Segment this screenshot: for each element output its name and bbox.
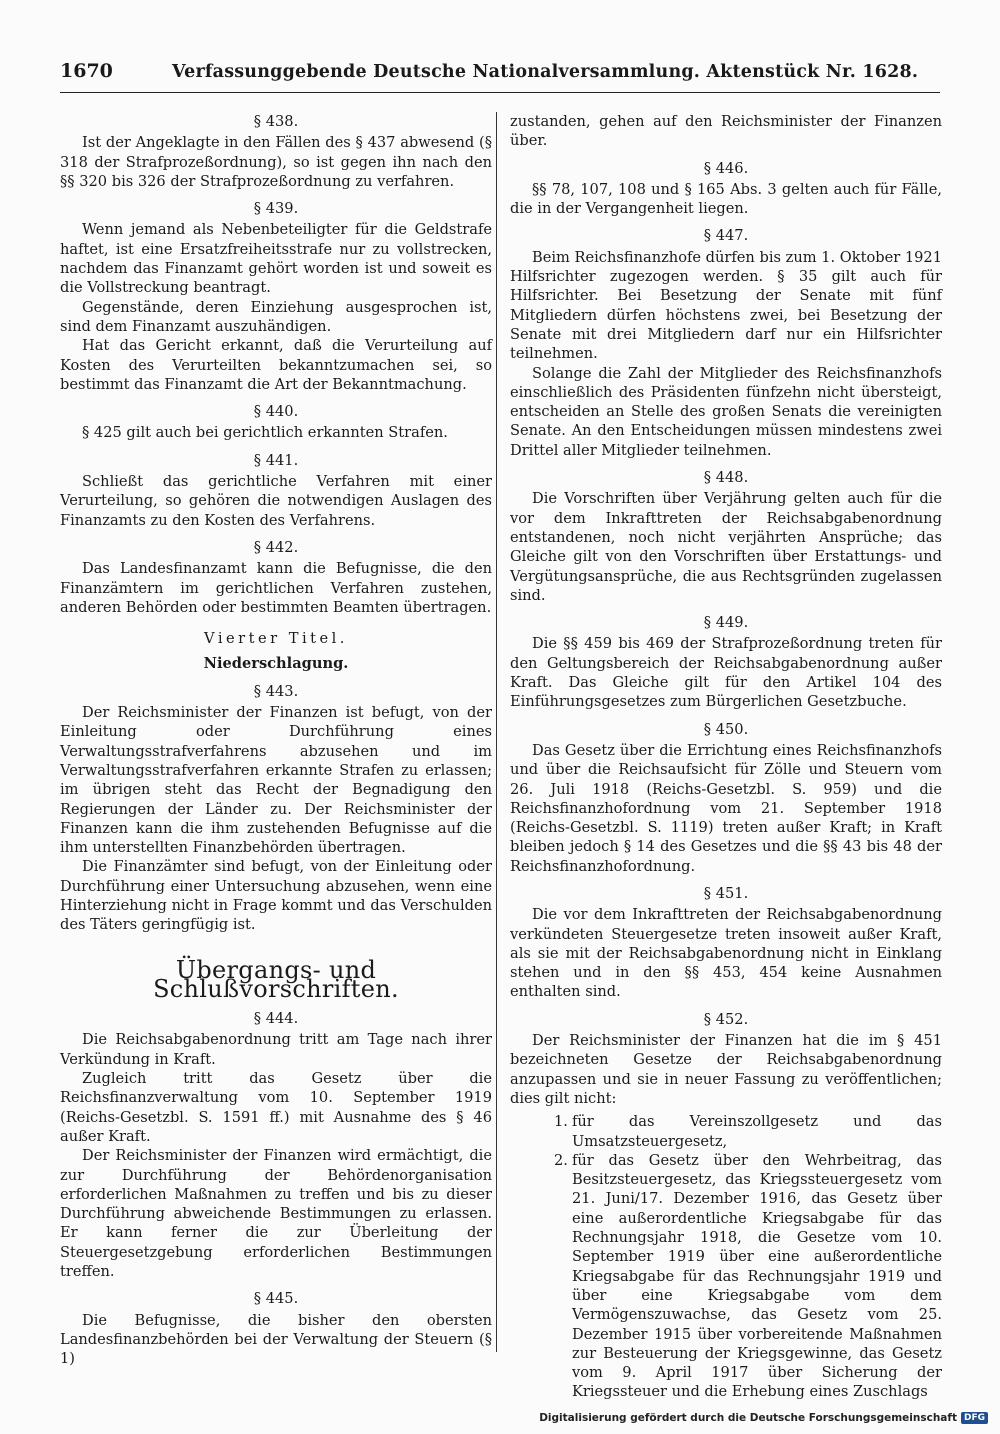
paragraph: Die Vorschriften über Verjährung gelten auch für die vor dem Inkrafttreten der Reichsabgabenordnung entstandenen, noch nicht verjährten Ansprüche; das Gleiche gilt von den Vorschriften über Erstattungs- und Vergütungsansprüche, die aus Rechtsgründen zugelassen sind.: [510, 490, 942, 604]
paragraph: Gegenstände, deren Einziehung ausgesprochen ist, sind dem Finanzamt auszuhändigen.: [60, 298, 492, 335]
paragraph: Der Reichsminister der Finanzen hat die im § 451 bezeichneten Gesetze der Reichsabgabenordnung anzupassen und sie in neuer Fassung zu veröffentlichen; dies gilt nicht:: [510, 1032, 942, 1107]
paragraph: Hat das Gericht erkannt, daß die Verurteilung auf Kosten des Verurteilten bekanntzumachen sei, so bestimmt das Finanzamt die Art der Bekanntmachung.: [60, 337, 492, 393]
paragraph: Der Reichsminister der Finanzen wird ermächtigt, die zur Durchführung der Behördenorganisation erforderlichen Maßnahmen zu treffen und bis zu dieser Durchführung abweichende Bestimmungen zu erlassen. Er kann ferner die zur Überleitung der Steuergesetzgebung erforderlichen Bestimmungen treffen.: [60, 1147, 492, 1281]
paragraph: Die Finanzämter sind befugt, von der Einleitung oder Durchführung einer Untersuchung abzusehen, wenn eine Hinterziehung nicht in Frage kommt und das Verschulden des Täters geringfügig ist.: [60, 858, 492, 934]
dfg-logo: DFG: [961, 1412, 988, 1424]
list-item-number: 2.: [554, 1151, 568, 1169]
paragraph: Die §§ 459 bis 469 der Strafprozeßordnung treten für den Geltungsbereich der Reichsabgabenordnung außer Kraft. Das Gleiche gilt für den Artikel 104 des Einführungsgesetzes zum Bürgerlichen Gesetzbuche.: [510, 635, 942, 711]
paragraph: Wenn jemand als Nebenbeteiligter für die Geldstrafe haftet, ist eine Ersatzfreiheitsstrafe nur zu vollstrecken, nachdem das Finanzamt gehört worden ist und soweit es die Vollstreckung beantragt.: [60, 221, 492, 297]
section-heading-438: § 438.: [253, 113, 299, 130]
exception-list: [510, 1112, 942, 1401]
paragraph: Das Gesetz über die Errichtung eines Reichsfinanzhofs und über die Reichsaufsicht für Zölle und Steuern vom 26. Juli 1918 (Reichs-Gesetzbl. S. 959) und die Reichsfinanzhofordnung vom 21. September 1918 (Reichs-Gesetzbl. S. 1119) treten außer Kraft; in Kraft bleiben jedoch § 14 des Gesetzes und die §§ 43 bis 48 der Reichsfinanzhofordnung.: [510, 741, 942, 875]
running-title: Verfassunggebende Deutsche Nationalversammlung. Aktenstück Nr. 1628.: [172, 62, 919, 82]
digitization-credit: [539, 1412, 988, 1424]
paragraph: Schließt das gerichtliche Verfahren mit einer Verurteilung, so gehören die notwendigen Auslagen des Finanzamts zu den Kosten des Verfahrens.: [60, 473, 492, 529]
section-heading-442: § 442.: [253, 538, 299, 556]
column-rule: [496, 112, 497, 1352]
list-item-text: für das Vereinszollgesetz und das Umsatzsteuergesetz,: [572, 1113, 942, 1150]
paragraph-continued: zustanden, gehen auf den Reichsminister der Finanzen über.: [510, 113, 942, 150]
page-number: 1670: [60, 60, 113, 82]
paragraph: Ist der Angeklagte in den Fällen des § 437 abwesend (§ 318 der Strafprozeßordnung), so ist gegen ihn nach den §§ 320 bis 326 der Strafprozeßordnung zu verfahren.: [60, 134, 492, 190]
section-heading-443: § 443.: [253, 682, 299, 700]
section-heading-452: § 452.: [703, 1010, 749, 1028]
left-column: [60, 112, 492, 1369]
title-subheading: Niederschlagung.: [203, 655, 349, 673]
paragraph: Die Reichsabgabenordnung tritt am Tage nach ihrer Verkündung in Kraft.: [60, 1031, 492, 1068]
section-heading-450: § 450.: [703, 720, 749, 738]
section-heading-451: § 451.: [703, 884, 749, 902]
section-heading-445: § 445.: [253, 1290, 299, 1308]
paragraph: Die vor dem Inkrafttreten der Reichsabgabenordnung verkündeten Steuergesetze treten insoweit außer Kraft, als sie mit der Reichsabgabenordnung nicht in Einklang stehen und in den §§ 453, 454 keine Ausnahmen enthalten sind.: [510, 906, 942, 1001]
list-item: [510, 1112, 942, 1151]
paragraph: Solange die Zahl der Mitglieder des Reichsfinanzhofs einschließlich des Präsidenten fünfzehn nicht übersteigt, entscheiden an Stelle des großen Senats die vereinigten Senate. An den Entscheidungen müssen mindestens zwei Drittel aller Mitglieder teilnehmen.: [510, 364, 942, 459]
credit-text: Digitalisierung gefördert durch die Deutsche Forschungsgemeinschaft: [539, 1412, 957, 1424]
paragraph: Zugleich tritt das Gesetz über die Reichsfinanzverwaltung vom 10. September 1919 (Reichs-Gesetzbl. S. 1591 ff.) mit Ausnahme des § 46 außer Kraft.: [60, 1070, 492, 1145]
section-heading-439: § 439.: [253, 200, 299, 218]
section-heading-441: § 441.: [253, 451, 299, 469]
section-heading-448: § 448.: [703, 469, 749, 487]
paragraph: Beim Reichsfinanzhofe dürfen bis zum 1. Oktober 1921 Hilfsrichter zugezogen werden. § 35 gilt auch für Hilfsrichter. Bei Besetzung der Senate mit fünf Mitgliedern dürfen höchstens zwei, bei Besetzung der Senate mit drei Mitgliedern darf nur ein Hilfsrichter teilnehmen.: [510, 248, 942, 363]
paragraph: Das Landesfinanzamt kann die Befugnisse, die den Finanzämtern im gerichtlichen Verfahren zustehen, anderen Behörden oder bestimmten Beamten übertragen.: [60, 560, 492, 616]
list-item-text: für das Gesetz über den Wehrbeitrag, das Besitzsteuergesetz, das Kriegssteuergesetz vom 21. Juni/17. Dezember 1916, das Gesetz über eine außerordentliche Kriegsabgabe für das Rechnungsjahr 1918, die Gesetze vom 10. September 1919 über eine außerordentliche Kriegsabgabe für das Rechnungsjahr 1919 und über eine Kriegsabgabe vom dem Vermögenszuwachse, das Gesetz vom 25. Dezember 1915 über vorbereitende Maßnahmen zur Besteuerung der Kriegsgewinne, das Gesetz vom 9. April 1917 über Sicherung der Kriegssteuer und die Erhebung eines Zuschlags: [572, 1151, 942, 1401]
paragraph: §§ 78, 107, 108 und § 165 Abs. 3 gelten auch für Fälle, die in der Vergangenheit liegen.: [510, 180, 942, 218]
paragraph: Die Befugnisse, die bisher den obersten Landesfinanzbehörden bei der Verwaltung der Steuern (§ 1): [60, 1311, 492, 1368]
title-heading: Vierter Titel.: [204, 630, 348, 648]
list-item-number: 1.: [554, 1113, 568, 1131]
section-heading-444: § 444.: [253, 1010, 299, 1028]
right-column: [510, 112, 942, 1402]
paragraph: § 425 gilt auch bei gerichtlich erkannten Strafen.: [82, 424, 448, 442]
paragraph: Der Reichsminister der Finanzen ist befugt, von der Einleitung oder Durchführung eines Verwaltungsstrafverfahrens abzusehen und im Verwaltungsstrafverfahren erkannte Strafen zu erlassen; im übrigen steht das Recht der Begnadigung den Regierungen der Länder zu. Der Reichsminister der Finanzen kann die ihm zustehenden Befugnisse auf die ihm unterstellten Finanzbehörden übertragen.: [60, 704, 492, 857]
part-heading: Übergangs- und Schlußvorschriften.: [153, 955, 399, 1003]
list-item: [510, 1151, 942, 1402]
section-heading-447: § 447.: [703, 227, 749, 245]
page-header: [60, 60, 940, 93]
section-heading-446: § 446.: [703, 159, 749, 177]
section-heading-449: § 449.: [703, 614, 749, 632]
section-heading-440: § 440.: [253, 403, 299, 421]
